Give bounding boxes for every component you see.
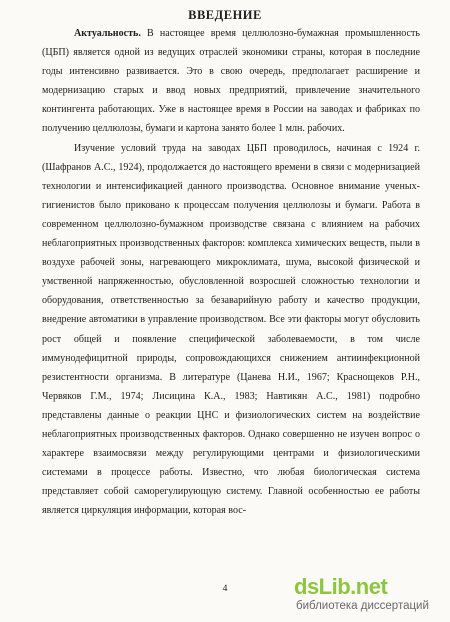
document-title: ВВЕДЕНИЕ [188, 8, 262, 22]
paragraph-study: Изучение условий труда на заводах ЦБП проводилось, начиная с 1924 г. (Шафранов А.С., 1924), продолжается до настоящего времени в связи с модернизацией технологии и интенсификацией данного производства. Основное внимание ученых-гигиенистов было приковано к процессам получения целлюлозы и бумаги. Работа в современном целлюлозно-бумажном производстве связана с влиянием на рабочих неблагоприятных производственных факторов: комплекса химических веществ, пыли в воздухе рабочей зоны, нагревающего микроклимата, шума, высокой физической и умственной напряженностью, обусловленной возросшей сложностью технологии и оборудования, ответственностью за безаварийную работу и качество продукции, внедрение автоматики в управление производством. Все эти факторы могут обусловить рост общей и появление специфической заболеваемости, в том числе иммунодефицитной природы, сопровождающихся снижением антиинфекционной резистентности организма. В литературе (Цанева Н.И., 1967; Краснощеков Р.Н., Червяков Г.М., 1974; Лисицина К.А., 1983; Навтикян А.С., 1981) подробно представлены данные о реакции ЦНС и физиологических систем на воздействие неблагоприятных производственных факторов. Однако совершенно не изучен вопрос о характере взаимосвязи между регулирующими центрами и физиологическими системами в процессе работы. Известно, что любая биологическая система представляет собой саморегулирующую систему. Главной особенностью ее работы является циркуляция информации, которая вос- [42, 142, 420, 517]
dslib-subtitle: библиотека диссертаций [296, 600, 429, 612]
dslib-logo: dsLib.net [294, 574, 388, 599]
paragraph-relevance-text: В настоящее время целлюлозно-бумажная промышленность (ЦБП) является одной из ведущих отраслей экономики страны, которая в последние годы интенсивно развивается. Это в свою очередь, предполагает расширение и модернизацию старых и ввод новых предприятий, привлечение значительного контингента работающих. Уже в настоящее время в России на заводах и фабриках по получению целлюлозы, бумаги и картона занято более 1 млн. рабочих. [42, 28, 420, 135]
dslib-watermark [294, 574, 444, 618]
page-number: 4 [222, 584, 228, 594]
document-body [42, 24, 420, 520]
relevance-heading: Актуальность. [74, 28, 141, 39]
paragraph-relevance [42, 24, 420, 139]
